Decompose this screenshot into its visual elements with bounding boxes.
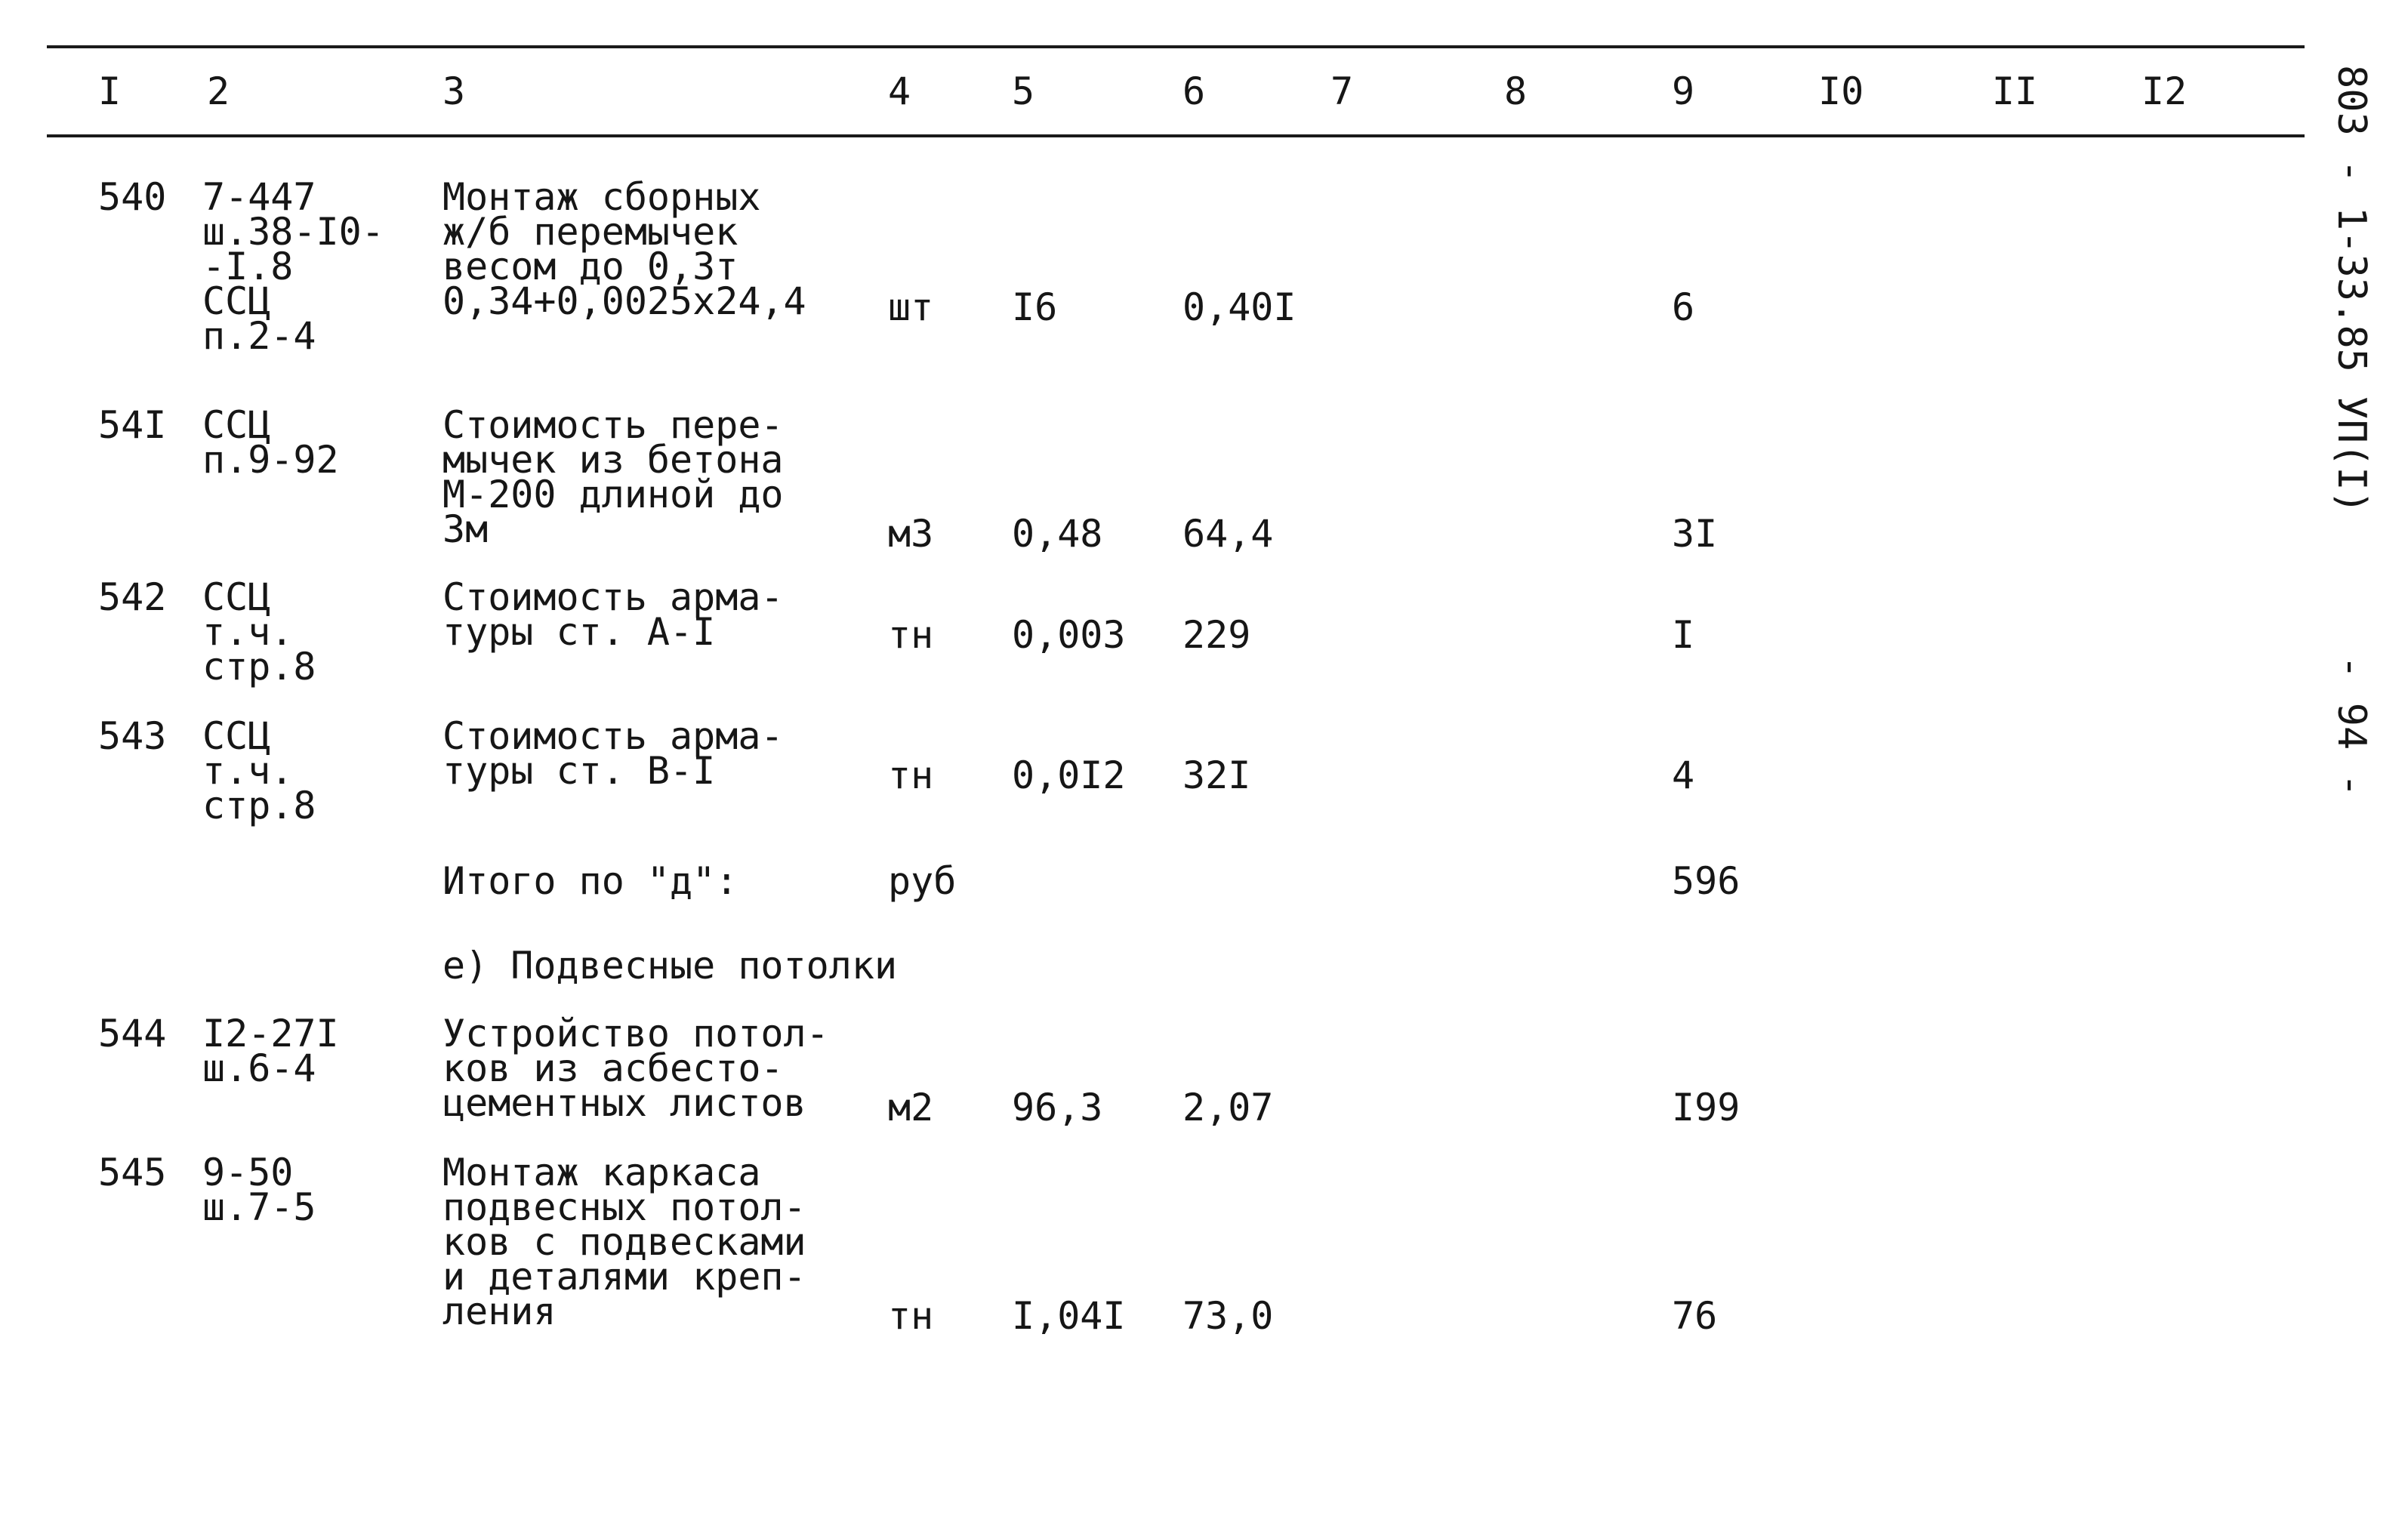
row-541-number: 54I [98, 403, 167, 447]
row-545-reference: 9-50 ш.7-5 [202, 1151, 316, 1229]
row-541-description: Стоимость пере- мычек из бетона М-200 длиной до 3м [442, 403, 784, 551]
header-col-3: 3 [442, 69, 466, 113]
row-543-quantity: 0,0I2 [1012, 753, 1126, 797]
row-543-price: 32I [1182, 753, 1251, 797]
row-540-quantity: I6 [1012, 285, 1058, 329]
row-545-number: 545 [98, 1151, 167, 1194]
subtotal-unit: руб [888, 859, 957, 903]
header-top-rule [47, 45, 2305, 48]
header-col-4: 4 [888, 69, 911, 113]
row-544-total: I99 [1672, 1086, 1740, 1129]
row-543-description: Стоимость арма- туры ст. В-I [442, 714, 784, 793]
row-543-reference: ССЦ т.ч. стр.8 [202, 714, 316, 827]
row-542-description: Стоимость арма- туры ст. А-I [442, 575, 784, 654]
row-544-price: 2,07 [1182, 1086, 1274, 1129]
row-545-description: Монтаж каркаса подвесных потол- ков с подвесками и деталями креп- ления [442, 1151, 806, 1333]
header-bottom-rule [47, 134, 2305, 137]
row-545-unit: тн [888, 1294, 934, 1338]
side-page-number: - 94 - [2329, 655, 2374, 797]
row-540-total: 6 [1672, 285, 1695, 329]
subtotal-label: Итого по "д": [442, 859, 738, 903]
row-544-quantity: 96,3 [1012, 1086, 1103, 1129]
header-col-9: 9 [1672, 69, 1695, 113]
row-541-price: 64,4 [1182, 512, 1274, 556]
row-542-reference: ССЦ т.ч. стр.8 [202, 575, 316, 689]
header-col-8: 8 [1504, 69, 1528, 113]
row-543-total: 4 [1672, 753, 1695, 797]
row-545-total: 76 [1672, 1294, 1718, 1338]
row-540-unit: шт [888, 285, 934, 329]
row-544-reference: I2-27I ш.6-4 [202, 1012, 339, 1090]
section-heading: е) Подвесные потолки [442, 944, 898, 988]
row-545-price: 73,0 [1182, 1294, 1274, 1338]
row-544-unit: м2 [888, 1086, 934, 1129]
row-542-total: I [1672, 613, 1695, 657]
row-541-unit: м3 [888, 512, 934, 556]
row-543-number: 543 [98, 714, 167, 758]
row-540-price: 0,40I [1182, 285, 1296, 329]
row-540-description: Монтаж сборных ж/б перемычек весом до 0,3т 0,34+0,0025х24,4 [442, 175, 806, 323]
header-col-7: 7 [1330, 69, 1354, 113]
header-col-12: I2 [2141, 69, 2188, 113]
row-544-description: Устройство потол- ков из асбесто- цементных листов [442, 1012, 829, 1125]
header-col-2: 2 [207, 69, 230, 113]
row-540-reference: 7-447 ш.38-I0- -I.8 ССЦ п.2-4 [202, 175, 384, 358]
row-543-unit: тн [888, 753, 934, 797]
row-544-number: 544 [98, 1012, 167, 1055]
header-col-5: 5 [1012, 69, 1035, 113]
row-542-price: 229 [1182, 613, 1251, 657]
side-document-code: 803 - 1-33.85 УП(I) [2329, 65, 2374, 514]
header-col-6: 6 [1182, 69, 1206, 113]
subtotal-total: 596 [1672, 859, 1740, 903]
row-541-reference: ССЦ п.9-92 [202, 403, 339, 482]
header-col-11: II [1992, 69, 2038, 113]
header-col-10: I0 [1818, 69, 1864, 113]
row-542-number: 542 [98, 575, 167, 619]
row-542-unit: тн [888, 613, 934, 657]
row-540-number: 540 [98, 175, 167, 219]
row-541-total: 3I [1672, 512, 1718, 556]
row-541-quantity: 0,48 [1012, 512, 1103, 556]
row-545-quantity: I,04I [1012, 1294, 1126, 1338]
row-542-quantity: 0,003 [1012, 613, 1126, 657]
header-col-1: I [98, 69, 122, 113]
